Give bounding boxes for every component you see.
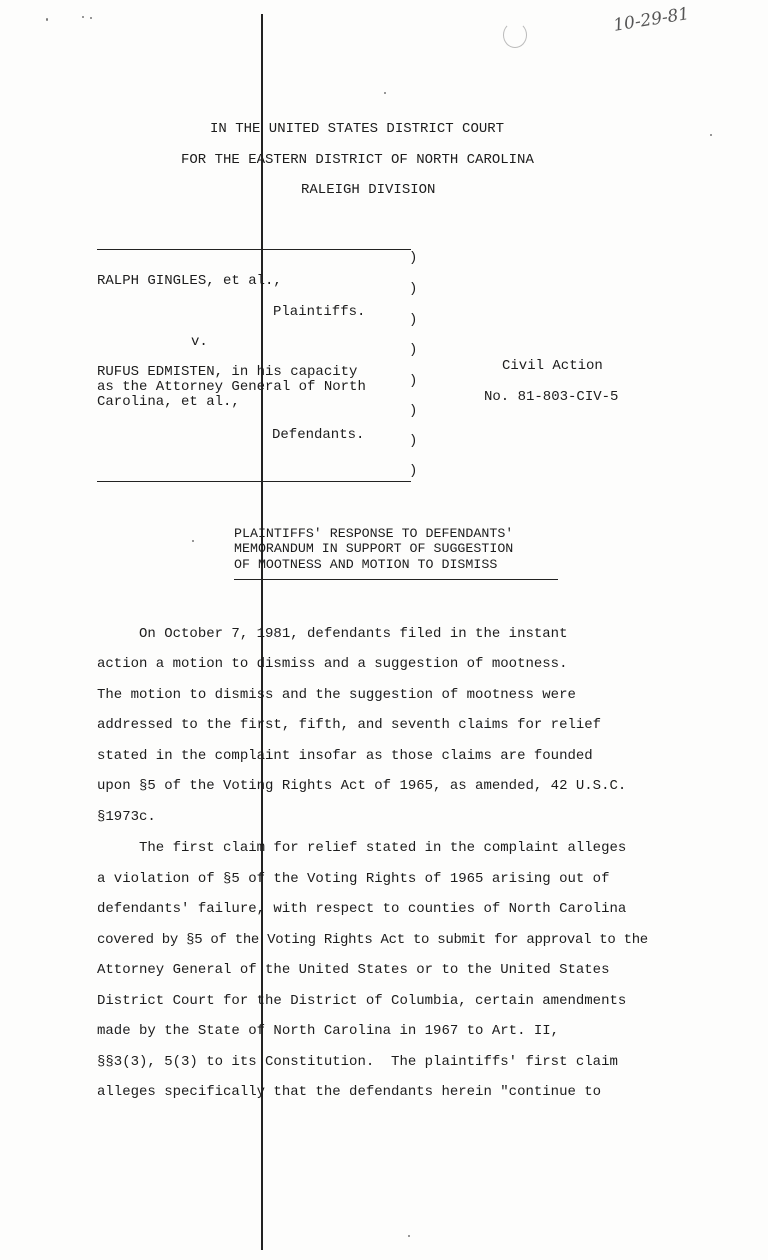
body-line: The first claim for relief stated in the complaint alleges — [97, 840, 627, 856]
body-line: upon §5 of the Voting Rights Act of 1965, as amended, 42 U.S.C. — [97, 778, 627, 794]
title-line2: MEMORANDUM IN SUPPORT OF SUGGESTION — [234, 541, 514, 556]
civil-action-label: Civil Action — [502, 358, 603, 374]
title-line3: OF MOOTNESS AND MOTION TO DISMISS — [234, 557, 498, 572]
body-line: defendants' failure, with respect to counties of North Carolina — [97, 901, 627, 917]
scan-speck — [408, 1235, 410, 1237]
body-line: made by the State of North Carolina in 1967 to Art. II, — [97, 1023, 560, 1039]
case-number: No. 81-803-CIV-5 — [484, 389, 619, 405]
scan-speck — [384, 92, 386, 94]
scan-speck — [192, 540, 194, 542]
caption-paren: ) — [409, 342, 418, 358]
caption-top-rule — [97, 249, 411, 250]
body-line: alleges specifically that the defendants herein "continue to — [97, 1084, 602, 1100]
court-heading-line2: FOR THE EASTERN DISTRICT OF NORTH CAROLINA — [181, 152, 534, 168]
court-heading-line3: RALEIGH DIVISION — [301, 182, 436, 198]
caption-paren: ) — [409, 403, 418, 419]
body-line: On October 7, 1981, defendants filed in the instant — [97, 626, 568, 642]
court-heading-line1: IN THE UNITED STATES DISTRICT COURT — [210, 121, 505, 137]
body-line: a violation of §5 of the Voting Rights of 1965 arising out of — [97, 871, 610, 887]
body-line: addressed to the first, fifth, and seventh claims for relief — [97, 717, 602, 733]
punch-hole-mark — [503, 22, 527, 48]
scan-speck — [82, 16, 84, 18]
scan-speck — [90, 17, 92, 19]
defendant-line3: Carolina, et al., — [97, 394, 240, 410]
caption-paren: ) — [409, 463, 418, 479]
caption-paren: ) — [409, 250, 418, 266]
defendants-label: Defendants. — [272, 427, 365, 443]
handwritten-date: 10-29-81 — [612, 4, 691, 36]
body-line: §1973c. — [97, 809, 156, 825]
defendant-line1: RUFUS EDMISTEN, in his capacity — [97, 364, 358, 380]
body-line: The motion to dismiss and the suggestion of mootness were — [97, 687, 576, 703]
versus: v. — [191, 334, 208, 350]
caption-paren: ) — [409, 281, 418, 297]
caption-paren: ) — [409, 373, 418, 389]
caption-bottom-rule — [97, 481, 411, 482]
plaintiffs-label: Plaintiffs. — [273, 304, 366, 320]
defendant-line2: as the Attorney General of North — [97, 379, 366, 395]
plaintiff-name: RALPH GINGLES, et al., — [97, 273, 282, 289]
body-line: action a motion to dismiss and a suggestion of mootness. — [97, 656, 568, 672]
body-line: §§3(3), 5(3) to its Constitution. The plaintiffs' first claim — [97, 1054, 618, 1070]
scan-speck — [710, 134, 712, 136]
title-line1: PLAINTIFFS' RESPONSE TO DEFENDANTS' — [234, 526, 514, 541]
caption-paren: ) — [409, 433, 418, 449]
scan-speck — [46, 18, 48, 21]
caption-paren: ) — [409, 312, 418, 328]
body-line: District Court for the District of Columbia, certain amendments — [97, 993, 627, 1009]
body-line: stated in the complaint insofar as those claims are founded — [97, 748, 593, 764]
body-line: Attorney General of the United States or to the United States — [97, 962, 610, 978]
title-underline — [234, 579, 558, 580]
body-line: covered by §5 of the Voting Rights Act to submit for approval to the — [97, 932, 648, 948]
